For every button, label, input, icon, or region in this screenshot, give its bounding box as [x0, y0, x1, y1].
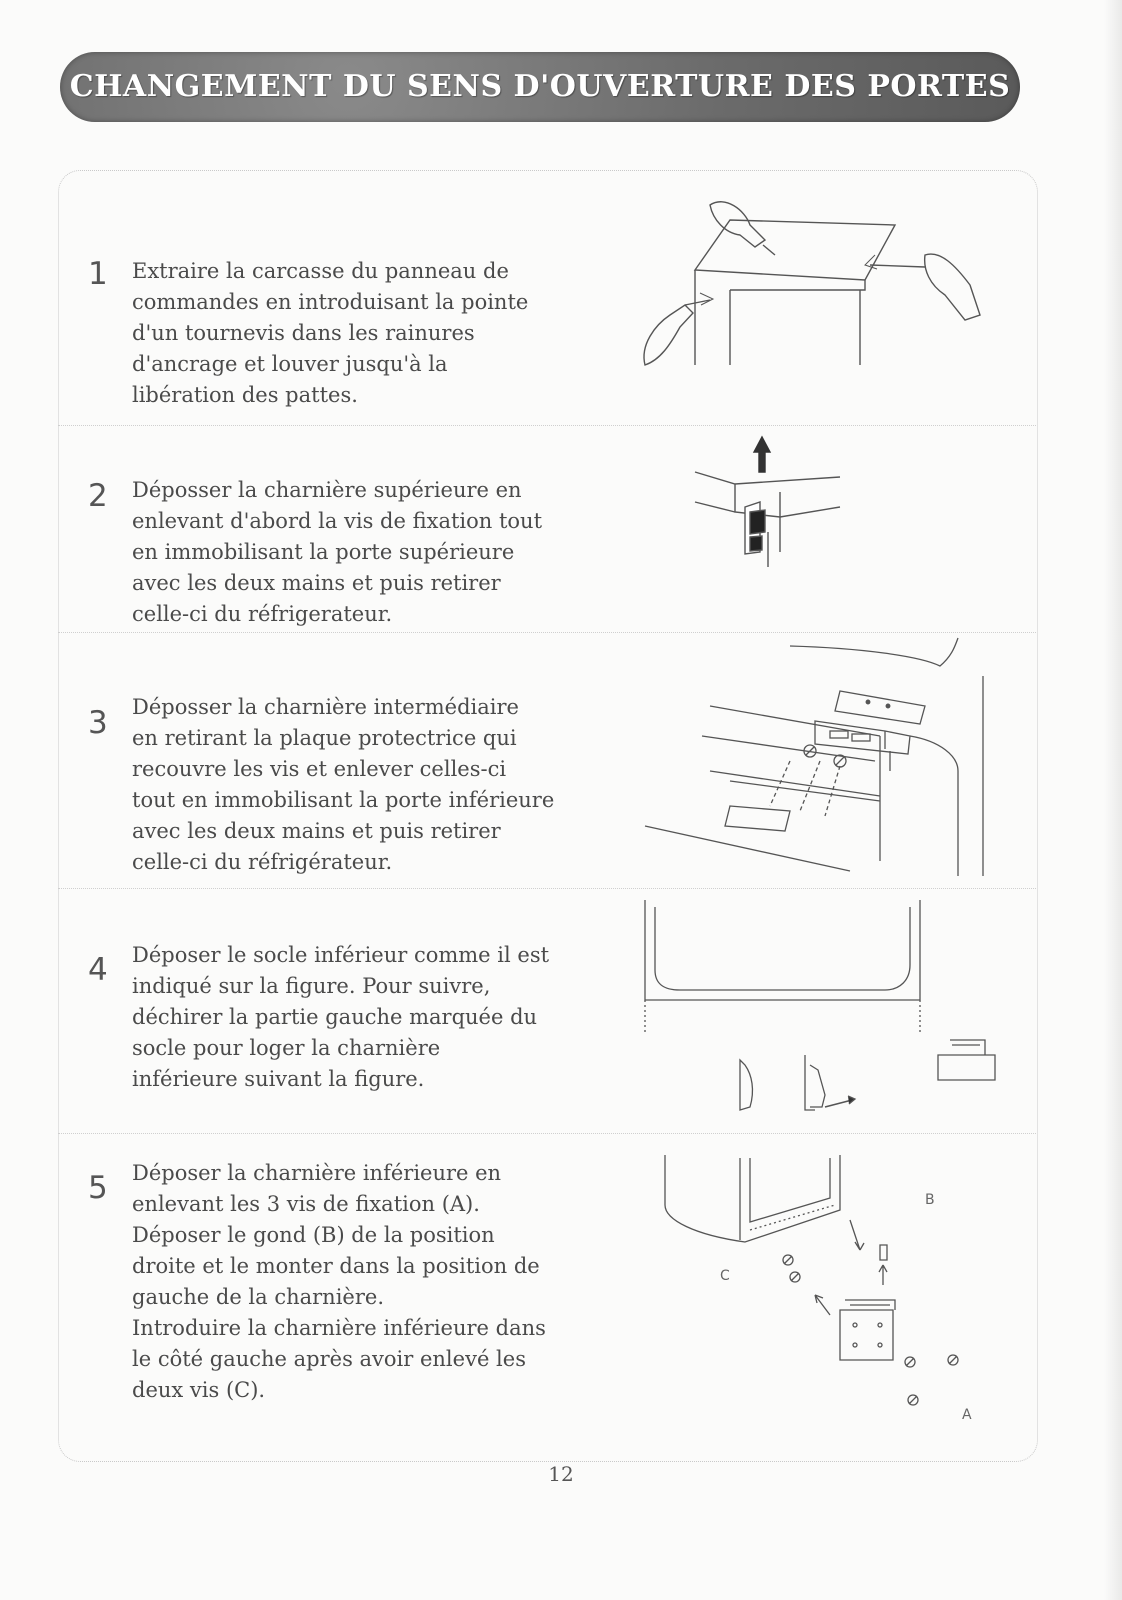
step-3-text: Déposser la charnière intermédiaire en retirant la plaque protectrice qui recouvre les vis et enlever celles-ci tout en immobilisant la porte inférieure avec les deux mains et puis retirer celle-ci du réfrigérateur. — [132, 695, 555, 874]
step-1-figure — [625, 195, 1005, 395]
step-4-figure — [640, 895, 1010, 1125]
step-4-number: 4 — [88, 952, 108, 988]
step-1-text: Extraire la carcasse du panneau de commandes en introduisant la pointe d'un tournevis dans les rainures d'ancrage et louver jusqu'à la libération des pattes. — [132, 259, 529, 407]
step-2-figure — [690, 432, 860, 582]
title-banner — [60, 52, 1020, 122]
step-divider — [58, 425, 1036, 426]
page-number: 12 — [548, 1462, 574, 1486]
step-divider — [58, 1133, 1036, 1134]
page-title: CHANGEMENT DU SENS D'OUVERTURE DES PORTES — [69, 69, 1011, 104]
step-3-figure — [640, 636, 1000, 881]
step-2-text: Déposser la charnière supérieure en enlevant d'abord la vis de fixation tout en immobilisant la porte supérieure avec les deux mains et puis retirer celle-ci du réfrigerateur. — [132, 478, 543, 626]
step-2-number: 2 — [88, 478, 108, 514]
label-c: C — [720, 1268, 730, 1284]
step-4-text: Déposer le socle inférieur comme il est indiqué sur la figure. Pour suivre, déchirer la partie gauche marquée du socle pour loger la charnière inférieure suivant la figure. — [132, 943, 550, 1091]
page-edge-shadow — [1104, 0, 1122, 1600]
step-divider — [58, 888, 1036, 889]
step-5-number: 5 — [88, 1170, 108, 1206]
step-5-figure — [655, 1150, 985, 1430]
label-a: A — [962, 1407, 972, 1423]
step-3-number: 3 — [88, 705, 108, 741]
label-b: B — [925, 1192, 935, 1208]
step-1-number: 1 — [88, 256, 108, 292]
step-divider — [58, 632, 1036, 633]
step-5-text: Déposer la charnière inférieure en enlevant les 3 vis de fixation (A). Déposer le gond (B) de la position droite et le monter dans la position de gauche de la charnière. Introduire la charnière inférieure dans le côté gauche après avoir enlevé les deux vis (C). — [132, 1161, 546, 1402]
